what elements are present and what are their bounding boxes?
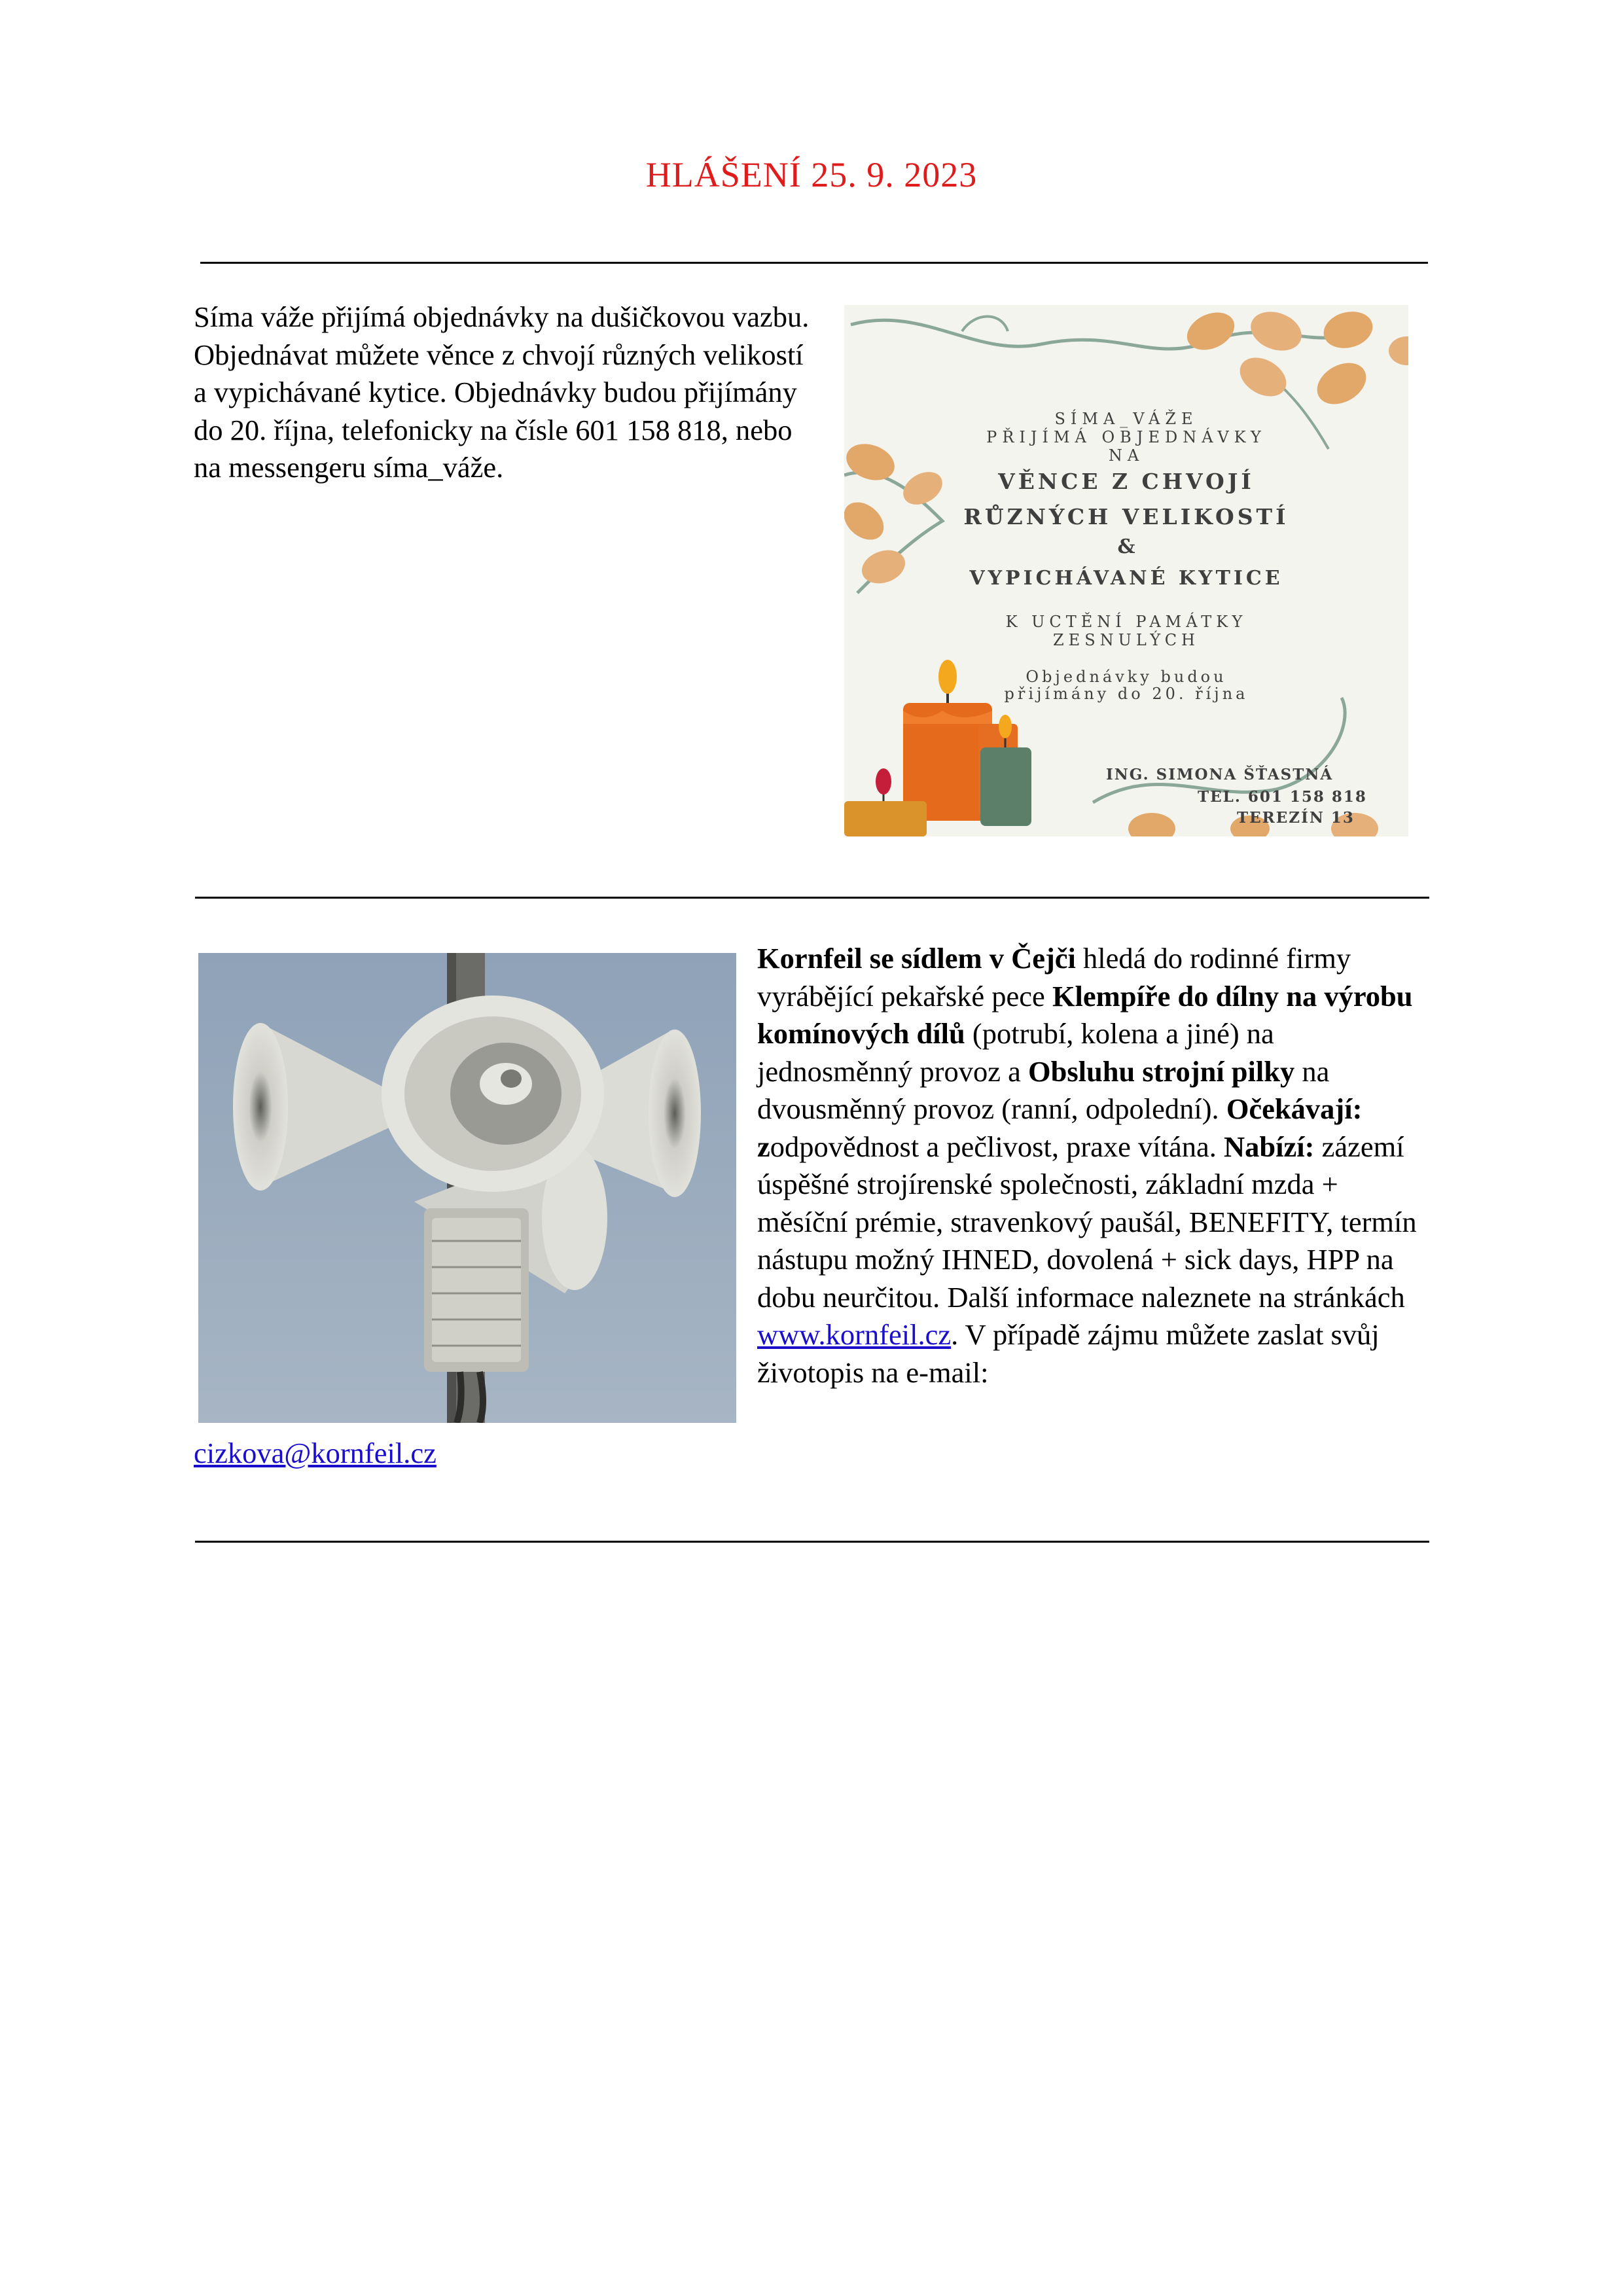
email-link[interactable]: cizkova@kornfeil.cz: [194, 1437, 437, 1469]
poster-line-6: &: [1117, 535, 1135, 558]
wreath-poster-image: [844, 305, 1408, 836]
poster-signature-address: TEREZÍN 13: [1237, 809, 1355, 827]
poster-signature-phone: TEL. 601 158 818: [1198, 788, 1367, 806]
loudspeaker-photo: [198, 953, 736, 1423]
announcement-wreath-text: Síma váže přijímá objednávky na dušičkovou vazbu. Objednávat můžete věnce z chvojí různých velikostí a vypichávané kytice. Objednávky budou přijímány do 20. října, telefonicky na čísle 601 158 818, nebo na messengeru síma_váže.: [194, 300, 810, 484]
poster-line-1: SÍMA_VÁŽE: [1054, 410, 1198, 428]
divider-middle: [195, 897, 1429, 899]
position-tinsmith: Klempíře do dílny na výrobu komínových dílů: [757, 979, 1413, 1050]
job-offer-text: [757, 940, 1431, 1391]
poster-signature-name: ING. SIMONA ŠŤASTNÁ: [1106, 766, 1334, 783]
poster-line-10: Objednávky budou: [1026, 668, 1227, 686]
poster-line-5: RŮZNÝCH VELIKOSTÍ: [963, 504, 1289, 529]
job-text-1: hledá do rodinné firmy vyrábějící pekařské pece: [757, 942, 1351, 1013]
poster-line-8: K UCTĚNÍ PAMÁTKY: [1005, 613, 1247, 631]
poster-line-4: VĚNCE Z CHVOJÍ: [998, 469, 1255, 494]
poster-line-7: VYPICHÁVANÉ KYTICE: [969, 567, 1283, 590]
poster-line-9: ZESNULÝCH: [1053, 631, 1200, 649]
divider-bottom: [195, 1541, 1429, 1543]
company-name: Kornfeil se sídlem v Čejči: [757, 942, 1076, 975]
job-text-4: odpovědnost a pečlivost, praxe vítána.: [770, 1130, 1224, 1163]
offers-label: Nabízí:: [1224, 1130, 1315, 1163]
divider-top: [200, 262, 1428, 264]
website-link[interactable]: www.kornfeil.cz: [757, 1318, 952, 1351]
poster-line-3: NA: [1108, 446, 1145, 465]
page-title: HLÁŠENÍ 25. 9. 2023: [645, 155, 978, 194]
poster-line-2: PŘIJÍMÁ OBJEDNÁVKY: [986, 428, 1266, 446]
job-text-6: . V případě zájmu můžete zaslat svůj životopis na e-mail:: [757, 1318, 1380, 1389]
position-saw-operator: Obsluhu strojní pilky: [1028, 1054, 1295, 1088]
expectations-label: Očekávají: z: [757, 1092, 1363, 1163]
job-text-2: (potrubí, kolena a jiné) na jednosměnný provoz a: [757, 1017, 1274, 1088]
job-text-5: zázemí úspěšné strojírenské společnosti, základní mzda + měsíční prémie, stravenkový paušál, BENEFITY, termín nástupu možný IHNED, dovolená + sick days, HPP na dobu neurčitou. Další informace naleznete na stránkách: [757, 1130, 1417, 1314]
job-text-3: na dvousměnný provoz (ranní, odpolední).: [757, 1054, 1330, 1125]
poster-line-11: přijímány do 20. října: [1004, 685, 1249, 703]
